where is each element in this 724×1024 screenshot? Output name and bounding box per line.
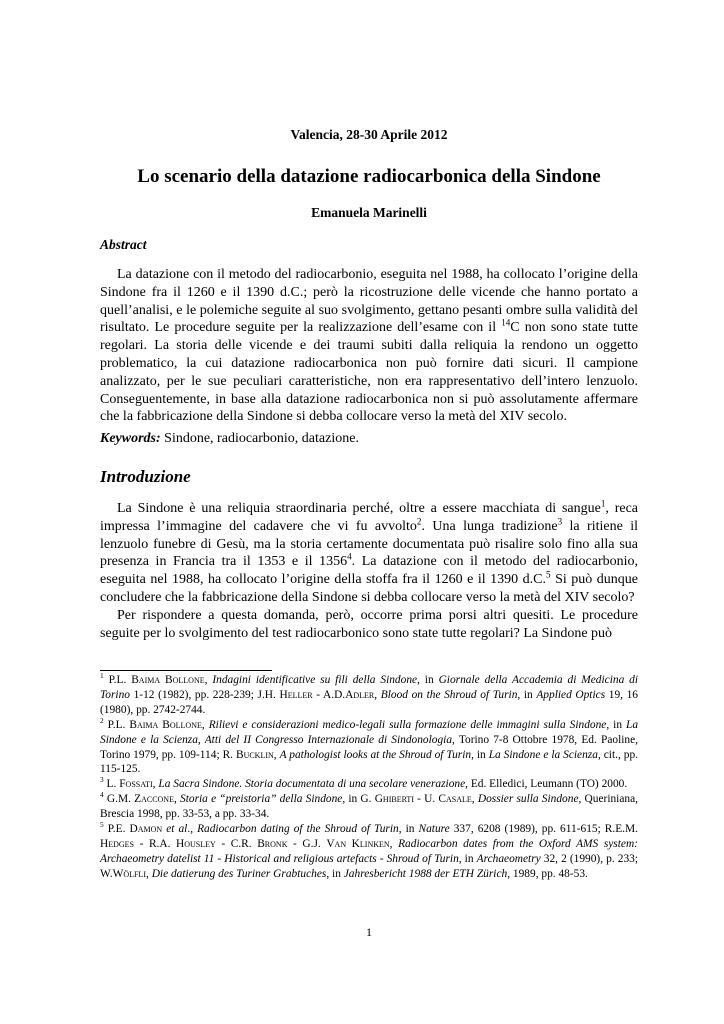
keywords-label: Keywords: — [100, 431, 161, 446]
footnote-5: $^5$ P.E. Damon et al., Radiocarbon dating of the Shroud of Turin, in Nature 337, 6208 (1989), pp. 611-615; R.E.M. Hedges - R.A. Housley - C.R. Bronk - G.J. Van Klinken, Radiocarbon dates from the Oxford AMS system: Archaeometry datelist 11 - Historical and religious artefacts - Shroud of Turin, in Archaeometry 32, 2 (1990), p. 233; W.Wölfli, Die datierung des Turiner Grabtuches, in Jahresbericht 1988 der ETH Zürich, 1989, pp. 48-53. — [100, 820, 639, 880]
footnote-1: $^1$ P.L. Baima Bollone, Indagini identificative su fili della Sindone, in Giornale della Accademia di Medicina di Torino 1-12 (1982), pp. 228-239; J.H. Heller - A.D.Adler, Blood on the Shroud of Turin, in Applied Optics 19, 16 (1980), pp. 2742-2744. — [100, 671, 639, 716]
paper-title: Lo scenario della datazione radiocarbonica della Sindone — [137, 166, 601, 187]
footnote-ref[interactable]: 5 — [546, 569, 551, 580]
intro-paragraph-1: La Sindone è una reliquia straordinaria perché, oltre a essere macchiata di sangue$^1$, reca impressa l’immagine del cadavere che vi fu avvolto$^2$. Una lunga tradizione$^3$ la ritiene il lenzuolo funebre di Gesù, ma la storia certamente documentata può risalire solo fino alla sua presenza in Francia tra il 1353 e il 1356$^4$. La datazione con il metodo del radiocarbonio, eseguita nel 1988, ha collocato l’origine della stoffa fra il 1260 e il 1390 d.C.$^5$ Si può dunque concludere che la fabbricazione della Sindone si debba collocare verso la metà del XIV secolo? — [100, 498, 639, 605]
keywords-line — [100, 431, 638, 447]
footnote-separator — [100, 670, 272, 671]
footnote-ref[interactable]: 3 — [557, 516, 563, 527]
intro-paragraph-2: Per rispondere a questa domanda, però, occorre prima porsi altri quesiti. Le procedure seguite per lo svolgimento del test radiocarbonico sono state tutte regolari? La Sindone può — [100, 607, 638, 641]
footnote-2: $^2$ P.L. Baima Bollone, Rilievi e considerazioni medico-legali sulla formazione delle immagini sulla Sindone, in La Sindone e la Scienza, Atti del II Congresso Internazionale di Sindonologia, Torino 7-8 Ottobre 1978, Ed. Paoline, Torino 1979, pp. 109-114; R. Bucklin, A pathologist looks at the Shroud of Turin, in La Sindone e la Scienza, cit., pp. 115-125. — [100, 715, 639, 776]
keywords-text: Sindone, radiocarbonio, datazione. — [160, 431, 359, 446]
footnote-ref[interactable]: 4 — [347, 551, 352, 562]
footnote-4: $^4$ G.M. Zaccone, Storia e “preistoria” della Sindone, in G. Ghiberti - U. Casale, Dossier sulla Sindone, Queriniana, Brescia 1998, pp. 33-53, a pp. 33-34. — [100, 790, 638, 821]
footnotes — [100, 673, 638, 882]
footnote-3: $^3$ L. Fossati, La Sacra Sindone. Storia documentata di una secolare venerazione, Ed. Elledici, Leumann (TO) 2000. — [100, 775, 628, 791]
section-heading-introduzione: Introduzione — [100, 467, 191, 486]
page-number: 1 — [366, 925, 372, 939]
footnote-ref[interactable]: 1 — [600, 498, 606, 509]
abstract-heading: Abstract — [100, 237, 147, 252]
abstract-body — [100, 266, 638, 426]
footnote-ref[interactable]: 2 — [416, 516, 422, 527]
introduction-body — [100, 500, 638, 642]
abstract-paragraph: La datazione con il metodo del radiocarbonio, eseguita nel 1988, ha collocato l’origine della Sindone fra il 1260 e il 1390 d.C.; però la ricostruzione delle vicende che hanno portato a quell’analisi, e le polemiche seguite al suo svolgimento, gettano pesanti ombre sulla validità del risultato. Le procedure seguite per la realizzazione dell’esame con il $^{14}$C non sono state tutte regolari. La storia delle vicende e dei traumi subiti dalla reliquia la rendono un oggetto problematico, la cui datazione radiocarbonica non può fornire dati sicuri. Il campione analizzato, per le sue peculiari caratteristiche, non era rappresentativo dell’intero lenzuolo. Conseguentemente, in base alla datazione radiocarbonica non si può assolutamente affermare che la fabbricazione della Sindone si debba collocare verso la metà del XIV secolo. — [100, 267, 638, 425]
conference-line: Valencia, 28-30 Aprile 2012 — [290, 127, 448, 142]
author-name: Emanuela Marinelli — [311, 205, 427, 220]
